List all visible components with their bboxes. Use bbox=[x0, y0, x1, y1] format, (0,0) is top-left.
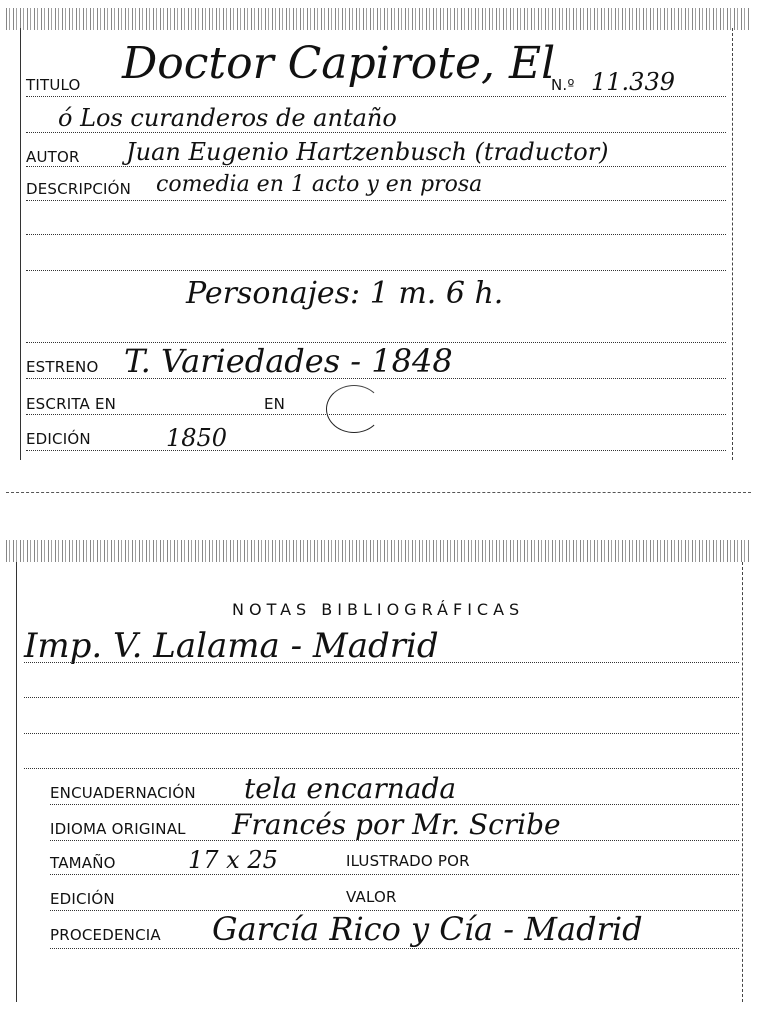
estreno-line bbox=[26, 378, 726, 379]
ilustrado-label: ILUSTRADO POR bbox=[346, 852, 470, 870]
idioma-label: IDIOMA ORIGINAL bbox=[50, 820, 186, 838]
personajes-value: Personajes: 1 m. 6 h. bbox=[186, 276, 504, 311]
en-label: EN bbox=[264, 395, 286, 413]
procedencia-label: PROCEDENCIA bbox=[50, 926, 161, 944]
titulo-line bbox=[26, 96, 726, 97]
escrita-line bbox=[26, 414, 726, 415]
library-stamp bbox=[326, 385, 382, 433]
scan-noise-top bbox=[6, 8, 751, 30]
edicion-value: 1850 bbox=[166, 424, 228, 452]
encuadernacion-label: ENCUADERNACIÓN bbox=[50, 784, 196, 802]
subtitle-value: ó Los curanderos de antaño bbox=[58, 104, 397, 132]
autor-value: Juan Eugenio Hartzenbusch (traductor) bbox=[126, 138, 609, 166]
notas-line-3 bbox=[24, 733, 739, 734]
notas-heading: NOTAS BIBLIOGRÁFICAS bbox=[232, 600, 525, 619]
procedencia-line bbox=[50, 948, 739, 949]
encuadernacion-line bbox=[50, 804, 739, 805]
numero-label: N.º bbox=[551, 76, 575, 94]
edicion-label: EDICIÓN bbox=[26, 430, 91, 448]
tamano-line bbox=[50, 874, 739, 875]
idioma-line bbox=[50, 840, 739, 841]
scan-noise-top bbox=[6, 540, 751, 562]
blank-line-1 bbox=[26, 234, 726, 235]
valor-label: VALOR bbox=[346, 888, 397, 906]
estreno-label: ESTRENO bbox=[26, 358, 99, 376]
notas-value: Imp. V. Lalama - Madrid bbox=[24, 626, 439, 666]
blank-line-2 bbox=[26, 270, 726, 271]
edicion-line bbox=[26, 450, 726, 451]
edicion2-label: EDICIÓN bbox=[50, 890, 115, 908]
notas-line-1 bbox=[24, 662, 739, 663]
tamano-label: TAMAÑO bbox=[50, 854, 116, 872]
notas-line-2 bbox=[24, 697, 739, 698]
descripcion-line bbox=[26, 200, 726, 201]
descripcion-label: DESCRIPCIÓN bbox=[26, 180, 132, 198]
encuadernacion-value: tela encarnada bbox=[244, 772, 457, 805]
catalog-card-back bbox=[6, 540, 751, 1028]
notas-line-4 bbox=[24, 768, 739, 769]
numero-value: 11.339 bbox=[591, 68, 675, 96]
card-cut-line bbox=[6, 492, 751, 493]
estreno-value: T. Variedades - 1848 bbox=[124, 342, 453, 380]
titulo-label: TITULO bbox=[26, 76, 81, 94]
catalog-card-front bbox=[6, 0, 751, 495]
procedencia-value: García Rico y Cía - Madrid bbox=[212, 910, 643, 948]
autor-line bbox=[26, 166, 726, 167]
autor-label: AUTOR bbox=[26, 148, 80, 166]
titulo-value: Doctor Capirote, El bbox=[122, 38, 556, 89]
idioma-value: Francés por Mr. Scribe bbox=[232, 808, 561, 841]
descripcion-value: comedia en 1 acto y en prosa bbox=[156, 172, 483, 197]
subtitle-line bbox=[26, 132, 726, 133]
escrita-label: ESCRITA EN bbox=[26, 395, 117, 413]
tamano-value: 17 x 25 bbox=[188, 846, 278, 874]
